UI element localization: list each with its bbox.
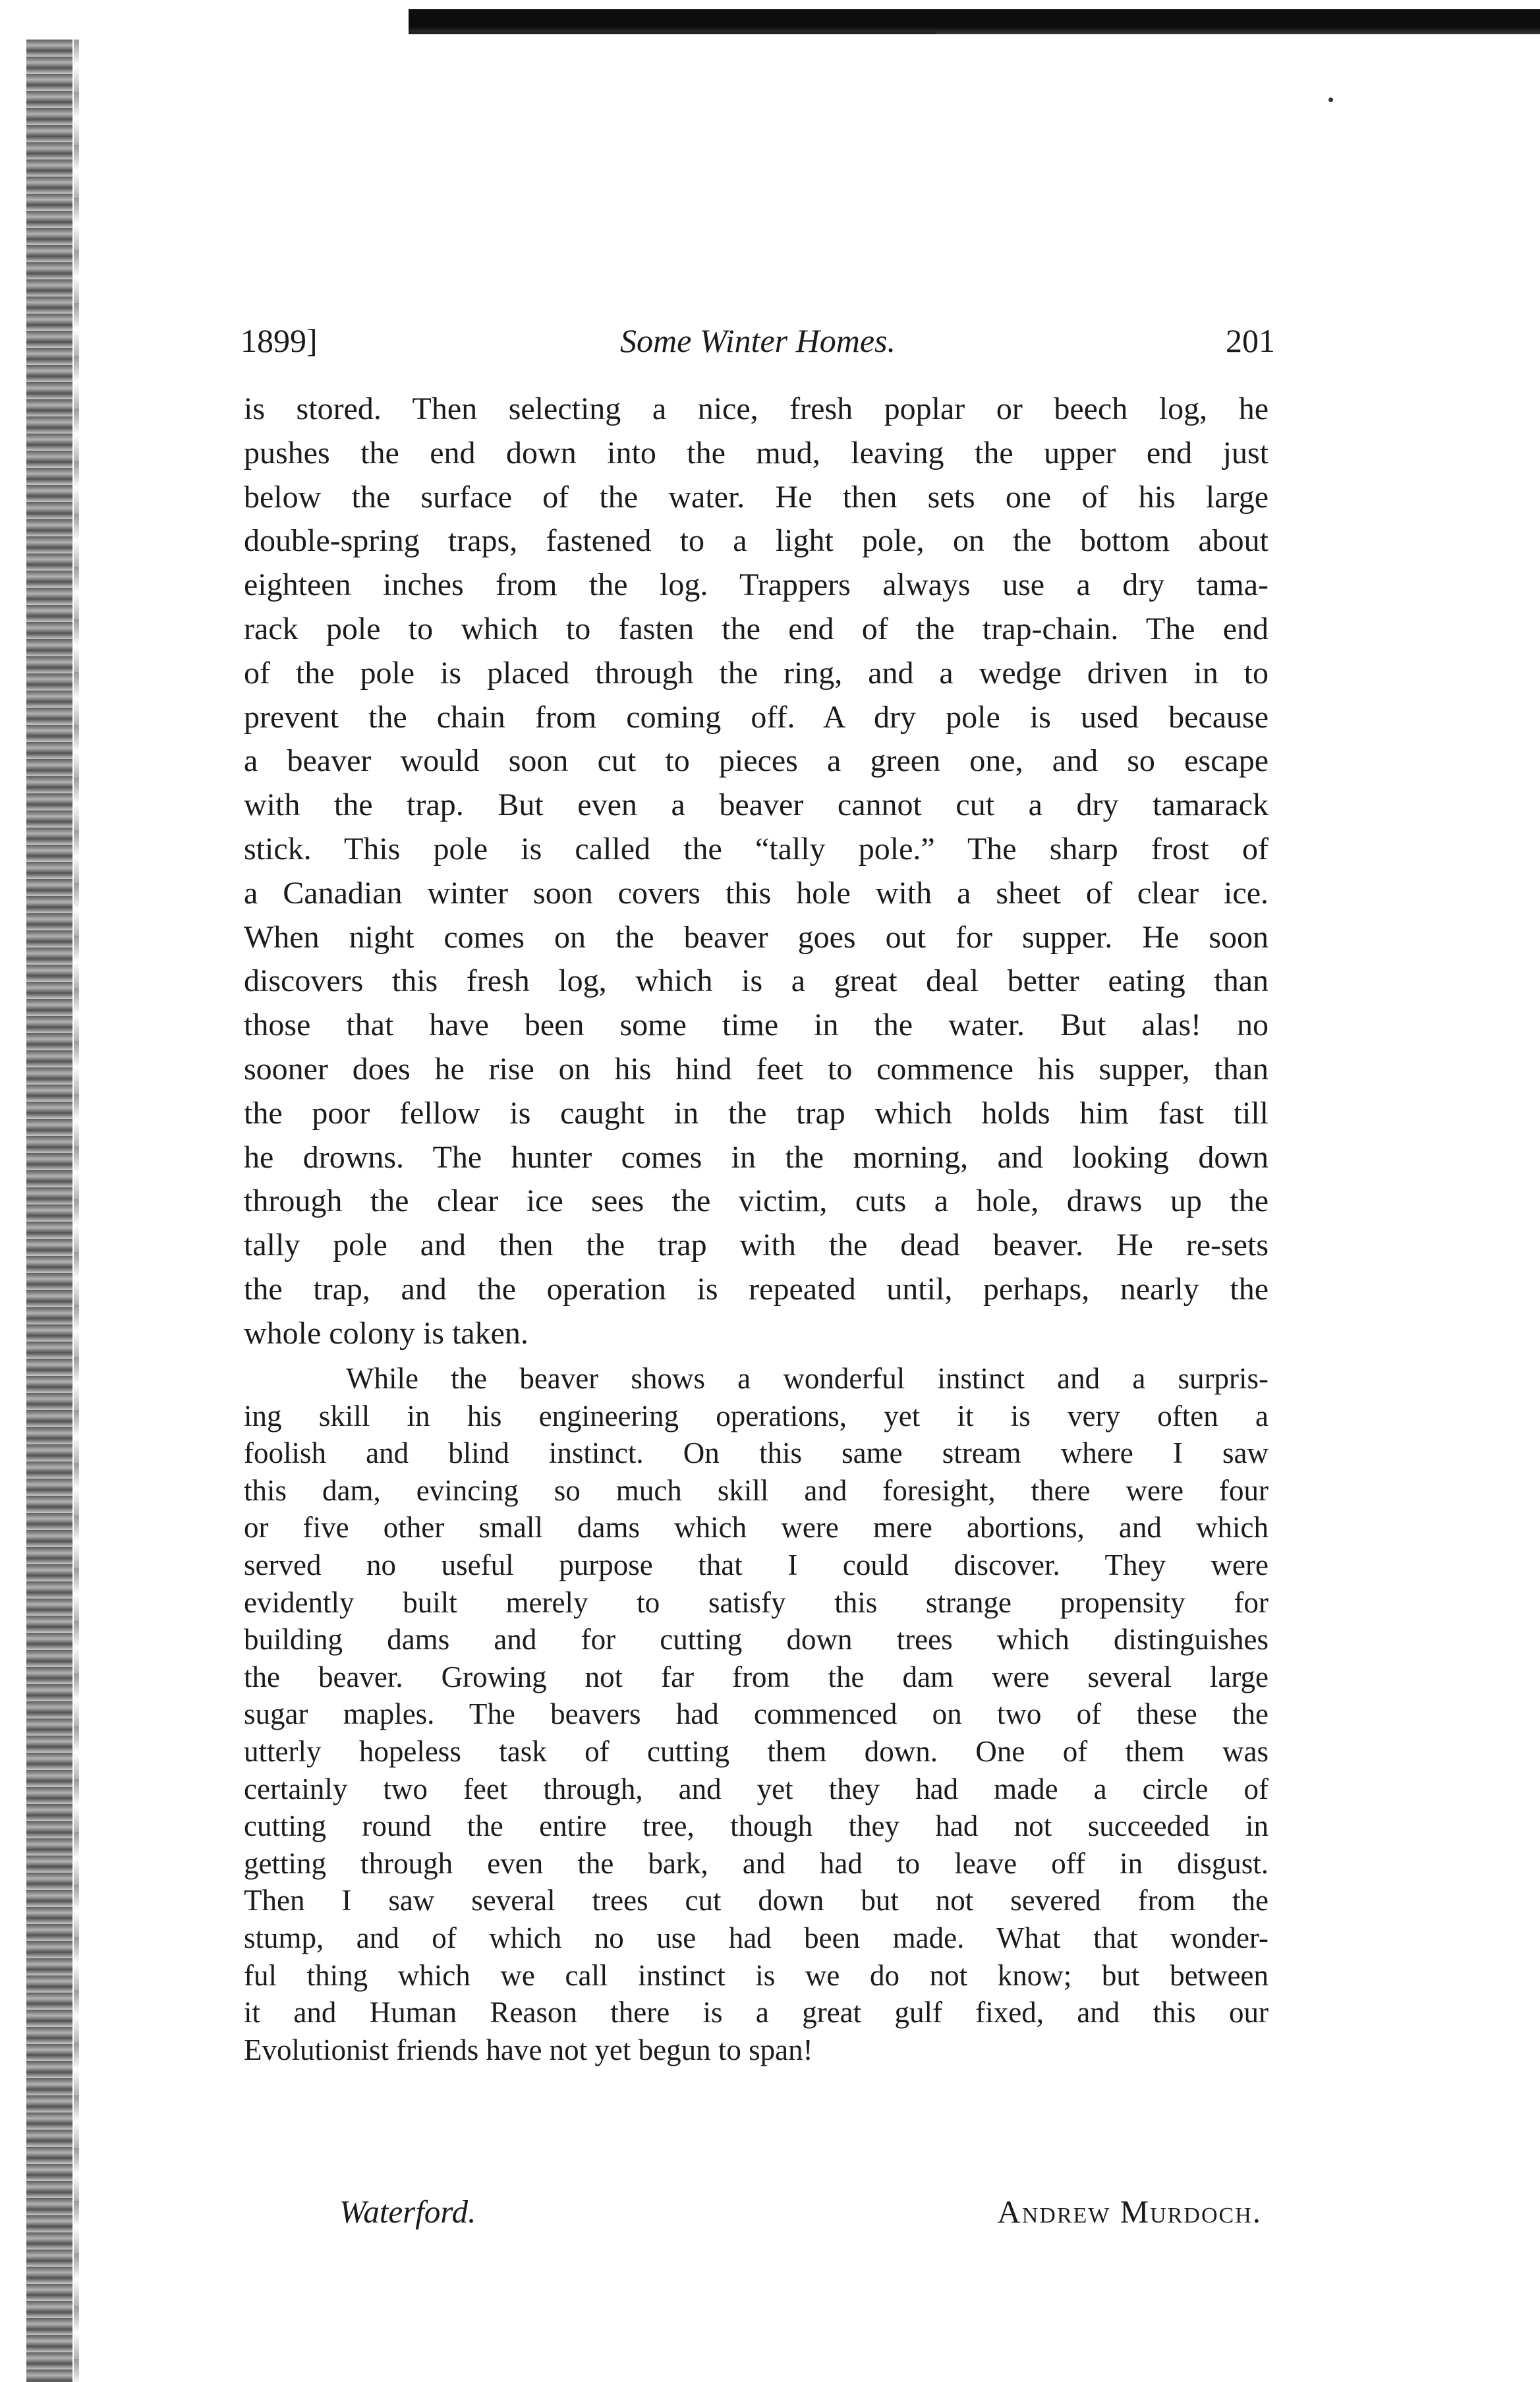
running-header — [241, 322, 1275, 368]
text-line: sugar maples. The beavers had commenced on two of these the — [244, 1697, 1269, 1731]
text-line: cutting round the entire tree, though they had not succeeded in — [244, 1809, 1269, 1843]
page-number: 201 — [1226, 322, 1275, 359]
text-line: a beaver would soon cut to pieces a green one, and so escape — [244, 743, 1269, 779]
scan-speck — [1328, 98, 1333, 102]
text-line: below the surface of the water. He then sets one of his large — [244, 479, 1269, 515]
text-line: whole colony is taken. — [244, 1315, 528, 1351]
paragraph-2 — [244, 1360, 1269, 2068]
text-line: certainly two feet through, and yet they had made a circle of — [244, 1772, 1269, 1805]
text-line: with the trap. But even a beaver cannot cut a dry tamarack — [244, 787, 1269, 823]
text-line: served no useful purpose that I could discover. They were — [244, 1548, 1269, 1581]
text-line: evidently built merely to satisfy this strange propensity for — [244, 1585, 1269, 1619]
paragraph-1 — [244, 387, 1269, 1356]
text-line: rack pole to which to fasten the end of the trap-chain. The end — [244, 611, 1269, 646]
text-line: tally pole and then the trap with the dead beaver. He re-sets — [244, 1228, 1269, 1263]
text-line: ing skill in his engineering operations, yet it is very often a — [244, 1399, 1269, 1432]
scan-top-rule-shadow — [409, 32, 936, 34]
text-line: the poor fellow is caught in the trap which holds him fast till — [244, 1095, 1269, 1131]
text-line: building dams and for cutting down trees which distinguishes — [244, 1623, 1269, 1657]
text-line: it and Human Reason there is a great gulf fixed, and this our — [244, 1996, 1269, 2029]
text-line: eighteen inches from the log. Trappers always use a dry tama- — [244, 567, 1269, 603]
text-line: is stored. Then selecting a nice, fresh poplar or beech log, he — [244, 391, 1269, 426]
text-line: of the pole is placed through the ring, and a wedge driven in to — [244, 655, 1269, 691]
text-line: When night comes on the beaver goes out for supper. He soon — [244, 919, 1269, 955]
text-line: a Canadian winter soon covers this hole with a sheet of clear ice. — [244, 875, 1269, 911]
signoff-author: Andrew Murdoch. — [997, 2194, 1262, 2230]
text-line: getting through even the bark, and had to leave off in disgust. — [244, 1846, 1269, 1880]
scan-top-rule — [409, 9, 1540, 34]
text-line: ful thing which we call instinct is we do not know; but between — [244, 1958, 1269, 1992]
signoff-place: Waterford. — [339, 2194, 476, 2230]
text-line: the trap, and the operation is repeated until, perhaps, nearly the — [244, 1271, 1269, 1307]
header-title: Some Winter Homes. — [620, 322, 896, 359]
text-line: sooner does he rise on his hind feet to commence his supper, than — [244, 1051, 1269, 1087]
text-line: stick. This pole is called the “tally pole.” The sharp frost of — [244, 831, 1269, 866]
text-line: those that have been some time in the water. But alas! no — [244, 1007, 1269, 1043]
signoff — [339, 2193, 1262, 2239]
text-line: pushes the end down into the mud, leaving the upper end just — [244, 435, 1269, 470]
text-line: discovers this fresh log, which is a great deal better eating than — [244, 963, 1269, 999]
text-line: double-spring traps, fastened to a light pole, on the bottom about — [244, 523, 1269, 559]
text-line: prevent the chain from coming off. A dry pole is used because — [244, 699, 1269, 735]
text-line: Evolutionist friends have not yet begun to span! — [244, 2033, 813, 2066]
text-line: utterly hopeless task of cutting them down. One of them was — [244, 1734, 1269, 1768]
text-line: Then I saw several trees cut down but not severed from the — [244, 1884, 1269, 1917]
text-line: he drowns. The hunter comes in the morning, and looking down — [244, 1139, 1269, 1175]
text-line: through the clear ice sees the victim, cuts a hole, draws up the — [244, 1183, 1269, 1219]
scan-binding-edge — [26, 40, 72, 2382]
scan-binding-shadow — [74, 40, 79, 2382]
text-line: this dam, evincing so much skill and foresight, there were four — [244, 1473, 1269, 1507]
text-line: stump, and of which no use had been made. What that wonder- — [244, 1921, 1269, 1954]
text-line: the beaver. Growing not far from the dam were several large — [244, 1660, 1269, 1693]
text-line: While the beaver shows a wonderful instinct and a surpris- — [346, 1362, 1269, 1395]
text-line: or five other small dams which were mere abortions, and which — [244, 1511, 1269, 1545]
header-year: 1899] — [241, 322, 318, 359]
text-line: foolish and blind instinct. On this same stream where I saw — [244, 1436, 1269, 1470]
